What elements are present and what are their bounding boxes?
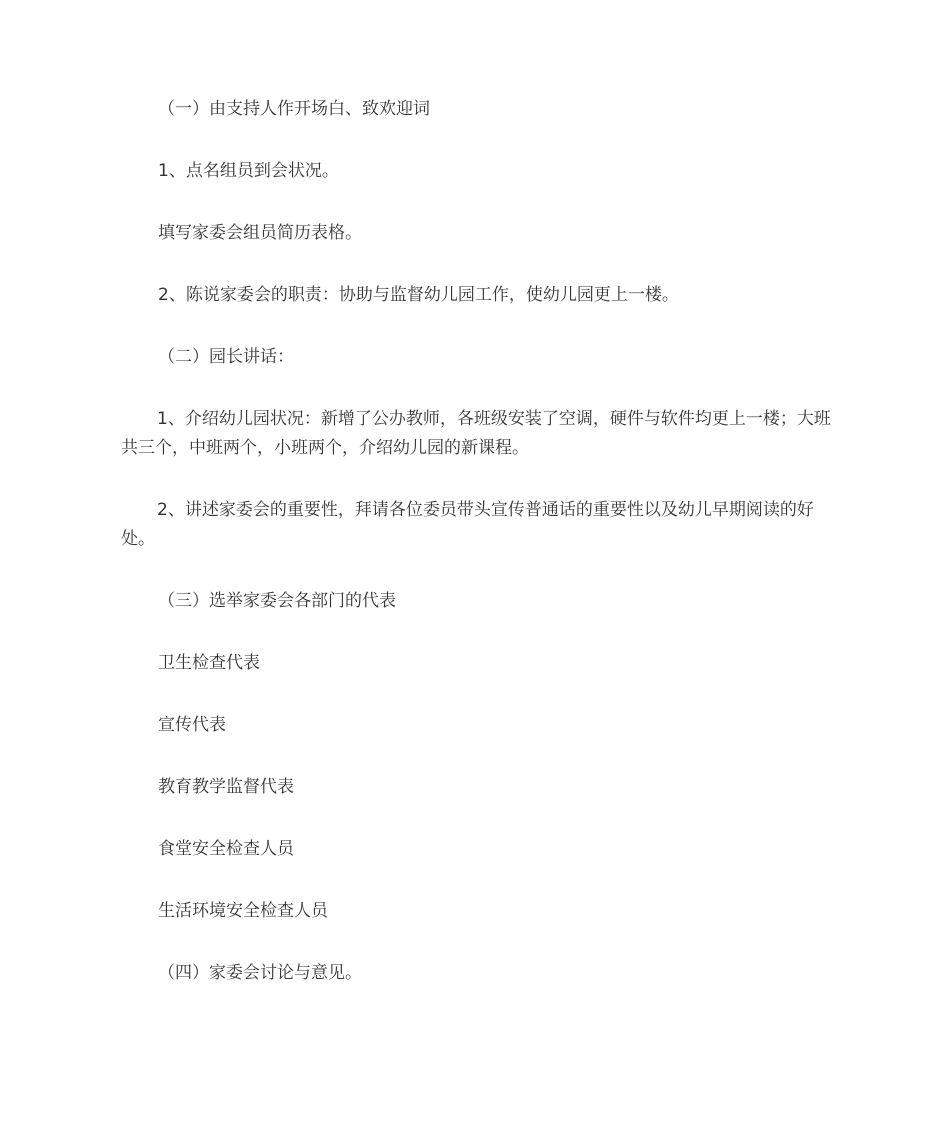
section-heading-4: （四）家委会讨论与意见。 bbox=[158, 963, 362, 983]
section-heading-3: （三）选举家委会各部门的代表 bbox=[158, 591, 396, 611]
paragraph-importance: 2、讲述家委会的重要性，拜请各位委员带头宣传普通话的重要性以及幼儿早期阅读的好处。 bbox=[121, 500, 814, 549]
paragraph-kindergarten-status: 1、介绍幼儿园状况：新增了公办教师，各班级安装了空调，硬件与软件均更上一楼；大班共三个，中班两个，小班两个，介绍幼儿园的新课程。 bbox=[121, 409, 831, 458]
paragraph-duties: 2、陈说家委会的职责：协助与监督幼儿园工作，使幼儿园更上一楼。 bbox=[158, 285, 679, 305]
section-heading-2: （二）园长讲话： bbox=[158, 347, 294, 367]
list-item-education: 教育教学监督代表 bbox=[158, 777, 294, 797]
list-item-canteen: 食堂安全检查人员 bbox=[158, 839, 294, 859]
list-item-environment: 生活环境安全检查人员 bbox=[158, 901, 328, 921]
list-item-publicity: 宣传代表 bbox=[158, 715, 226, 735]
paragraph-fill-form: 填写家委会组员简历表格。 bbox=[158, 223, 362, 243]
paragraph-roll-call: 1、点名组员到会状况。 bbox=[158, 161, 339, 181]
section-heading-1: （一）由支持人作开场白、致欢迎词 bbox=[158, 99, 430, 119]
list-item-hygiene: 卫生检查代表 bbox=[158, 653, 260, 673]
